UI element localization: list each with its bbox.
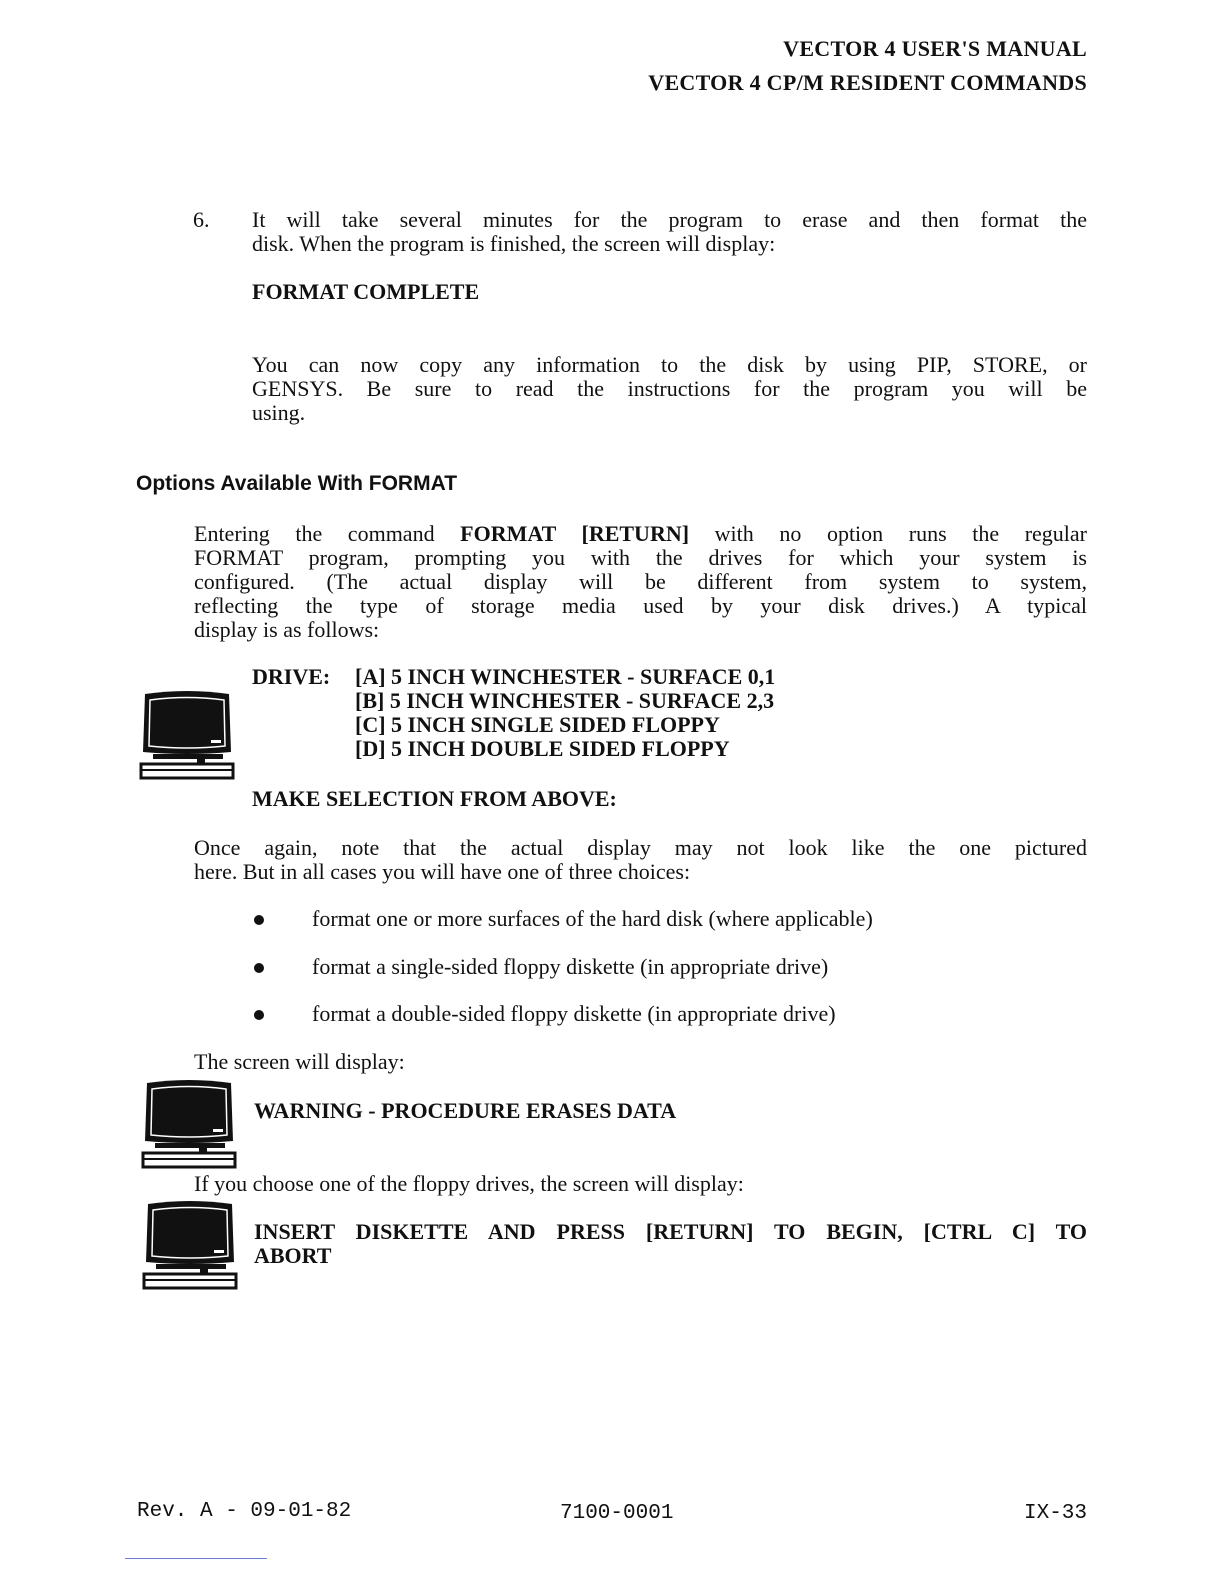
terminal-icon: [142, 1200, 238, 1290]
page-number: IX-33: [1023, 1502, 1087, 1525]
manual-title: VECTOR 4 USER'S MANUAL: [783, 36, 1087, 61]
section-title: VECTOR 4 CP/M RESIDENT COMMANDS: [648, 70, 1087, 95]
intro-line1: Entering the command FORMAT [RETURN] with no option runs the regular: [194, 521, 1088, 546]
once-again-line1: Once again, note that the actual display may not look like the one pictured: [194, 835, 1087, 860]
copy-line1: You can now copy any information to the disk by using PIP, STORE, or: [252, 352, 1087, 377]
intro-line3: configured. (The actual display will be different from system to system,: [194, 569, 1087, 594]
step-number: 6.: [193, 207, 210, 232]
footer-rule: [125, 1558, 267, 1559]
options-heading: Options Available With FORMAT: [136, 472, 458, 495]
bullet-icon: [254, 1010, 264, 1020]
insert-message-line1: INSERT DISKETTE AND PRESS [RETURN] TO BEGIN, [CTRL C] TO: [254, 1219, 1087, 1244]
bullet-icon: [254, 915, 264, 925]
choice-double-sided: format a double-sided floppy diskette (in appropriate drive): [312, 1001, 836, 1026]
choice-hard-disk: format one or more surfaces of the hard disk (where applicable): [312, 906, 873, 931]
format-command: FORMAT [RETURN]: [460, 521, 690, 546]
step6-line2: disk. When the program is finished, the screen will display:: [252, 231, 776, 256]
screen-display-text: The screen will display:: [194, 1049, 405, 1074]
intro-line5: display is as follows:: [194, 617, 380, 642]
terminal-icon: [141, 1079, 237, 1169]
choice-single-sided: format a single-sided floppy diskette (in appropriate drive): [312, 954, 829, 979]
once-again-line2: here. But in all cases you will have one of three choices:: [194, 859, 691, 884]
copy-line3: using.: [252, 400, 306, 425]
document-number: 7100-0001: [560, 1502, 674, 1525]
drive-option-c: [C] 5 INCH SINGLE SIDED FLOPPY: [355, 712, 720, 737]
revision: Rev. A - 09-01-82: [137, 1500, 352, 1523]
drive-label: DRIVE:: [252, 664, 331, 689]
warning-message: WARNING - PROCEDURE ERASES DATA: [254, 1098, 677, 1123]
bullet-icon: [254, 963, 264, 973]
step6-line1: It will take several minutes for the program to erase and then format the: [252, 207, 1087, 232]
floppy-note: If you choose one of the floppy drives, the screen will display:: [194, 1171, 744, 1196]
drive-option-d: [D] 5 INCH DOUBLE SIDED FLOPPY: [355, 736, 730, 761]
intro-line2: FORMAT program, prompting you with the drives for which your system is: [194, 545, 1087, 570]
format-complete-message: FORMAT COMPLETE: [252, 279, 480, 304]
terminal-icon: [139, 690, 235, 780]
copy-line2: GENSYS. Be sure to read the instructions for the program you will be: [252, 376, 1087, 401]
drive-option-b: [B] 5 INCH WINCHESTER - SURFACE 2,3: [355, 688, 775, 713]
intro-line4: reflecting the type of storage media used by your disk drives.) A typical: [194, 593, 1087, 618]
drive-option-a: [A] 5 INCH WINCHESTER - SURFACE 0,1: [355, 664, 776, 689]
selection-prompt: MAKE SELECTION FROM ABOVE:: [252, 786, 617, 811]
insert-message-line2: ABORT: [254, 1243, 332, 1268]
